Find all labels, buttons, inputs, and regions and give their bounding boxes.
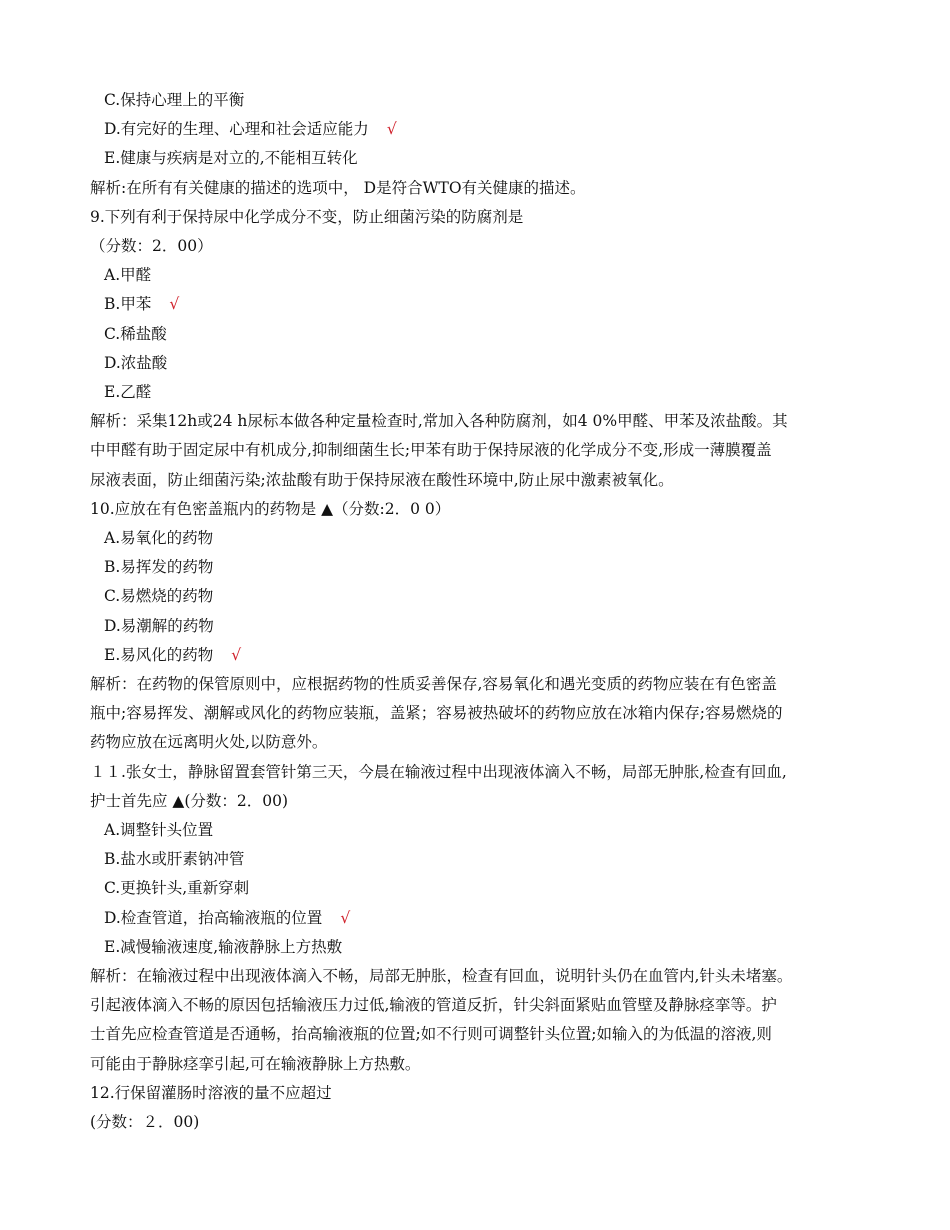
text-line: [90, 1023, 870, 1045]
line-text: 解析：在输液过程中出现液体滴入不畅，局部无肿胀，检查有回血，说明针头仍在血管内,针头未堵塞。: [90, 967, 793, 985]
line-text: D.检查管道，抬高输液瓶的位置: [104, 908, 323, 927]
answer-option: [104, 819, 884, 841]
line-text: 中甲醛有助于固定尿中有机成分,抑制细菌生长;甲苯有助于保持尿液的化学成分不变,形成一薄膜覆盖: [90, 441, 772, 460]
answer-option: [104, 118, 884, 140]
line-text: 可能由于静脉痉挛引起,可在输液静脉上方热敷。: [90, 1054, 421, 1073]
text-line: [90, 965, 870, 987]
line-text: E.健康与疾病是对立的,不能相互转化: [104, 149, 358, 168]
correct-answer-check-icon: √: [340, 908, 351, 927]
line-text: D.易潮解的药物: [104, 616, 214, 635]
line-text: 10.应放在有色密盖瓶内的药物是 ▲（分数:2．0 0）: [90, 499, 451, 518]
answer-option: [104, 89, 884, 111]
answer-option: [104, 293, 884, 315]
answer-option: [104, 877, 884, 899]
text-line: [90, 731, 870, 753]
answer-option: [104, 585, 884, 607]
line-text: 尿液表面，防止细菌污染;浓盐酸有助于保持尿液在酸性环境中,防止尿中激素被氧化。: [90, 470, 674, 489]
answer-option: [104, 936, 884, 958]
answer-option: [104, 615, 884, 637]
answer-option: [104, 381, 884, 403]
line-text: C.稀盐酸: [104, 324, 167, 343]
line-text: B.易挥发的药物: [104, 558, 214, 577]
answer-option: [104, 556, 884, 578]
answer-option: [104, 147, 884, 169]
text-line: [90, 439, 870, 461]
answer-option: [104, 907, 884, 929]
line-text: A.甲醛: [104, 266, 152, 285]
answer-option: [104, 527, 884, 549]
answer-option: [104, 848, 884, 870]
line-text: C.易燃烧的药物: [104, 587, 214, 606]
line-text: １１.张女士，静脉留置套管针第三天，今晨在输液过程中出现液体滴入不畅，局部无肿胀,检查有回血,: [90, 762, 787, 781]
correct-answer-check-icon: √: [169, 295, 180, 314]
line-text: 护士首先应 ▲(分数：2．00): [90, 791, 289, 810]
text-line: [90, 469, 870, 491]
correct-answer-check-icon: √: [386, 120, 397, 139]
line-text: D.浓盐酸: [104, 353, 168, 372]
text-line: [90, 410, 870, 432]
line-text: A.易氧化的药物: [104, 529, 214, 547]
text-line: [90, 1111, 870, 1133]
text-line: [90, 177, 870, 199]
line-text: 士首先应检查管道是否通畅，抬高输液瓶的位置;如不行则可调整针头位置;如输入的为低温的溶液,则: [90, 1025, 772, 1044]
line-text: 12.行保留灌肠时溶液的量不应超过: [90, 1083, 332, 1102]
text-line: [90, 761, 870, 783]
text-line: [90, 702, 870, 724]
text-line: [90, 235, 870, 257]
line-text: 9.下列有利于保持尿中化学成分不变，防止细菌污染的防腐剂是: [90, 207, 524, 226]
answer-option: [104, 264, 884, 286]
answer-option: [104, 644, 884, 666]
text-line: [90, 1053, 870, 1075]
line-text: C.更换针头,重新穿刺: [104, 879, 250, 898]
line-text: 解析:在所有有关健康的描述的选项中， D是符合WTO有关健康的描述。: [90, 178, 586, 197]
line-text: E.乙醛: [104, 383, 152, 401]
text-line: [90, 1082, 870, 1104]
line-text: C.保持心理上的平衡: [104, 91, 245, 109]
line-text: A.调整针头位置: [104, 821, 214, 839]
line-text: 引起液体滴入不畅的原因包括输液压力过低,输液的管道反折，针尖斜面紧贴血管壁及静脉痉挛等。护: [90, 996, 777, 1015]
line-text: 解析：在药物的保管原则中，应根据药物的性质妥善保存,容易氧化和遇光变质的药物应装在有色密盖: [90, 675, 777, 693]
text-line: [90, 790, 870, 812]
text-line: [90, 994, 870, 1016]
line-text: B.甲苯: [104, 295, 152, 314]
line-text: B.盐水或肝素钠冲管: [104, 850, 245, 869]
text-line: [90, 673, 870, 695]
answer-option: [104, 352, 884, 374]
correct-answer-check-icon: √: [231, 645, 242, 664]
text-line: [90, 498, 870, 520]
line-text: 瓶中;容易挥发、潮解或风化的药物应装瓶，盖紧；容易被热破坏的药物应放在冰箱内保存;容易燃烧的: [90, 704, 783, 723]
text-line: [90, 206, 870, 228]
line-text: E.易风化的药物: [104, 645, 214, 664]
line-text: 解析：采集12h或24 h尿标本做各种定量检查时,常加入各种防腐剂，如4 0%甲醛、甲苯及浓盐酸。其: [90, 412, 788, 431]
line-text: E.减慢输液速度,输液静脉上方热敷: [104, 937, 343, 956]
line-text: 药物应放在远离明火处,以防意外。: [90, 733, 328, 752]
answer-option: [104, 323, 884, 345]
line-text: （分数：2．00）: [90, 237, 213, 255]
line-text: (分数：２．00): [90, 1113, 200, 1131]
line-text: D.有完好的生理、心理和社会适应能力: [104, 120, 369, 139]
